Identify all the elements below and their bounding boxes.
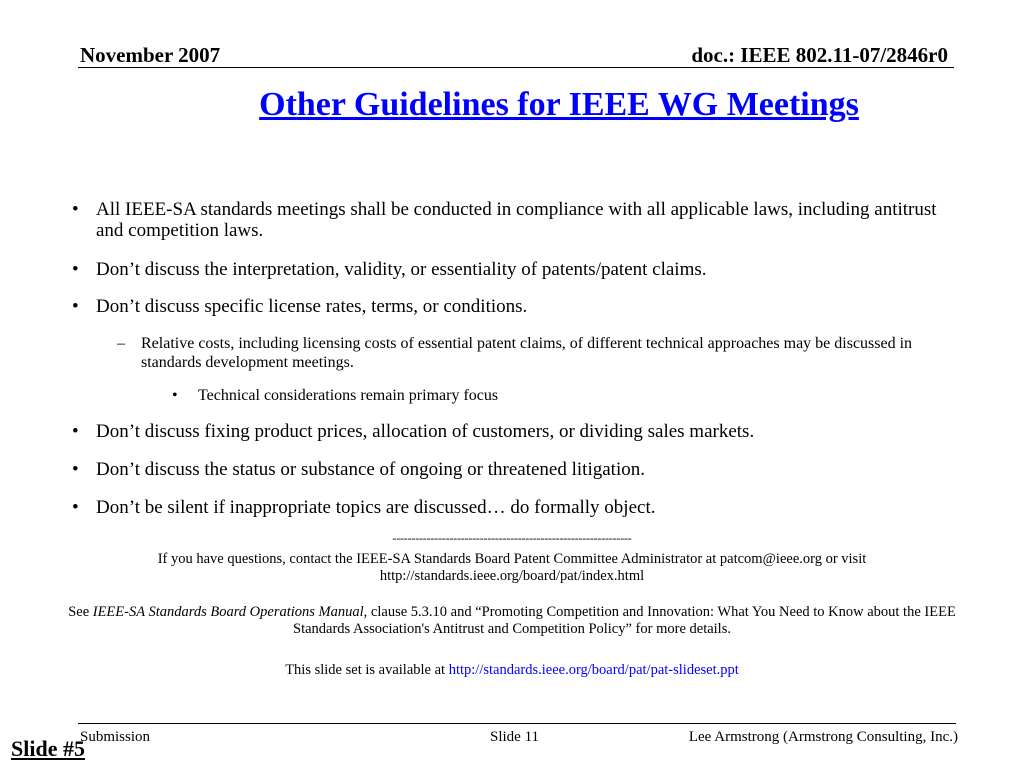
contact-note: If you have questions, contact the IEEE-SA Standards Board Patent Committee Administrator at patcom@ieee.org or visit http://standards.ieee.org/board/pat/index.html bbox=[157, 551, 867, 584]
availability-prefix: This slide set is available at bbox=[285, 662, 449, 678]
bullet-text: Don’t discuss the status or substance of ongoing or threatened litigation. bbox=[96, 459, 645, 480]
header-doc-id: doc.: IEEE 802.11-07/2846r0 bbox=[691, 43, 948, 67]
sub-bullet-item bbox=[117, 334, 956, 372]
bullet-text: Don’t discuss the interpretation, validity, or essentiality of patents/patent claims. bbox=[96, 259, 707, 280]
bullet-text: Don’t discuss specific license rates, terms, or conditions. bbox=[96, 296, 528, 317]
see-note bbox=[60, 604, 964, 638]
bullet-marker: • bbox=[172, 387, 178, 404]
bullet-marker: • bbox=[72, 459, 79, 480]
header-divider bbox=[78, 67, 954, 68]
bullet-marker: • bbox=[72, 497, 79, 518]
bullet-text: All IEEE-SA standards meetings shall be conducted in compliance with all applicable laws, including antitrust and competition laws. bbox=[96, 199, 937, 241]
bullet-item bbox=[72, 199, 956, 241]
footer-submission: Submission bbox=[80, 729, 151, 745]
bullet-marker: • bbox=[72, 296, 79, 317]
bullet-text: Don’t be silent if inappropriate topics are discussed… do formally object. bbox=[96, 497, 656, 518]
header-date: November 2007 bbox=[80, 43, 221, 67]
footer-slide-number: Slide 11 bbox=[490, 729, 540, 745]
sub-sub-bullet-item bbox=[172, 386, 956, 405]
manual-title: IEEE-SA Standards Board Operations Manual bbox=[92, 604, 364, 620]
sub-sub-bullet-text: Technical considerations remain primary focus bbox=[198, 387, 499, 404]
sub-bullet-text: Relative costs, including licensing costs of essential patent claims, of different technical approaches may be discussed in standards development meetings. bbox=[141, 335, 913, 371]
see-suffix: , clause 5.3.10 and “Promoting Competition and Innovation: What You Need to Know about the IEEE Standards Association's Antitrust and Competition Policy” for more details. bbox=[293, 604, 956, 637]
bullet-item bbox=[72, 296, 956, 317]
dash-marker: – bbox=[117, 335, 125, 352]
bullet-marker: • bbox=[72, 259, 79, 280]
footer-author: Lee Armstrong (Armstrong Consulting, Inc.) bbox=[688, 729, 958, 745]
bullet-item bbox=[72, 259, 956, 280]
slide-title: Other Guidelines for IEEE WG Meetings bbox=[259, 86, 859, 123]
bullet-marker: • bbox=[72, 421, 79, 442]
bullet-item bbox=[72, 421, 956, 442]
slideset-link[interactable]: http://standards.ieee.org/board/pat/pat-slideset.ppt bbox=[448, 662, 739, 678]
availability-note bbox=[60, 662, 964, 679]
see-prefix: See bbox=[68, 604, 93, 620]
bullet-text: Don’t discuss fixing product prices, allocation of customers, or dividing sales markets. bbox=[96, 421, 755, 442]
bullet-item bbox=[72, 497, 956, 518]
bullet-item bbox=[72, 459, 956, 480]
separator-line: --------------------------------------------------------------- bbox=[392, 531, 632, 545]
bullet-marker: • bbox=[72, 199, 79, 220]
slide-tag: Slide #5 bbox=[11, 736, 85, 761]
footer-divider bbox=[78, 723, 956, 724]
